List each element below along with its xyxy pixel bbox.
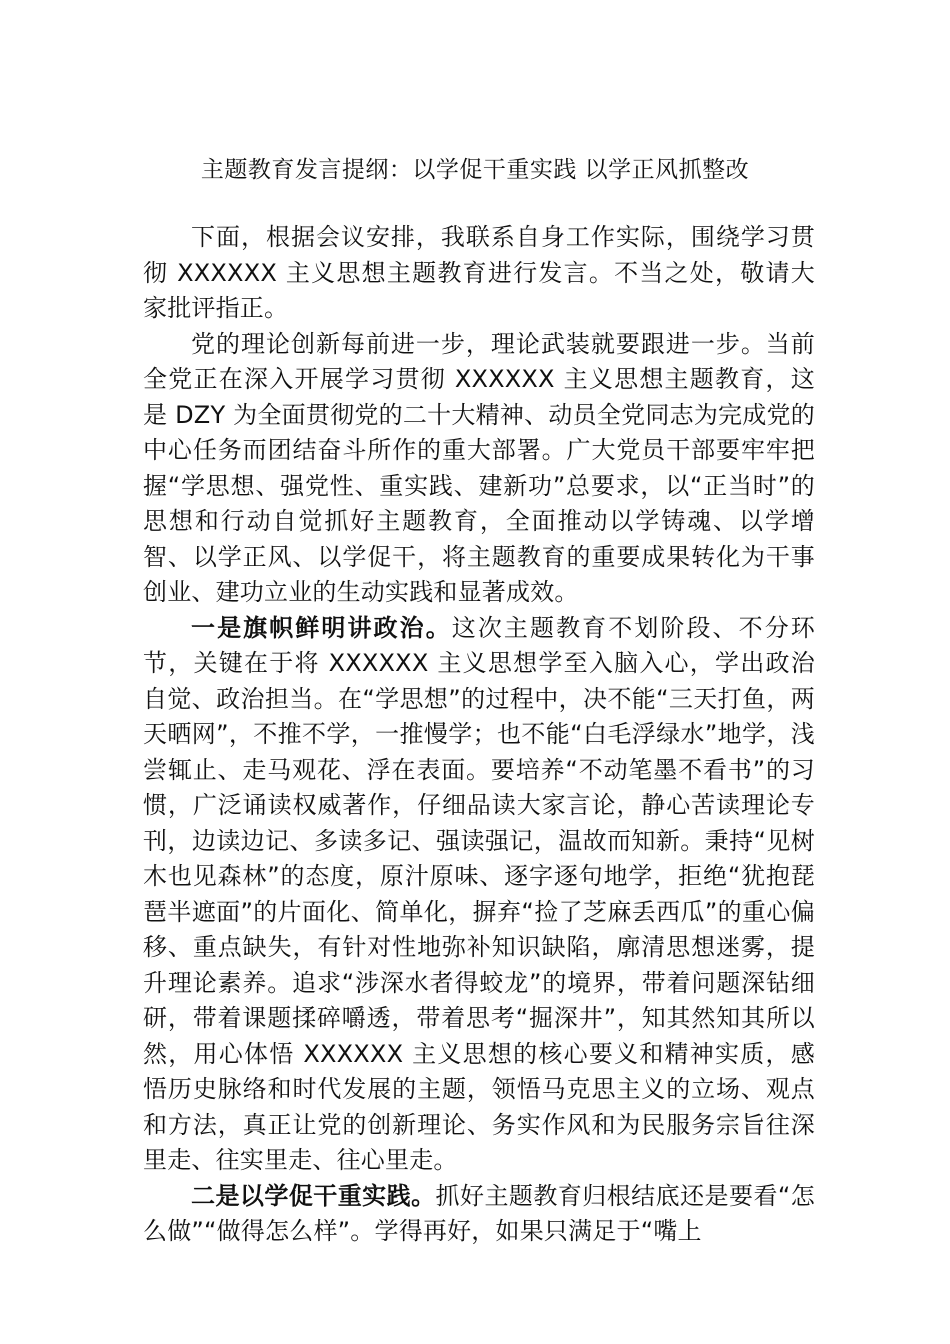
paragraph-background — [143, 327, 815, 611]
paragraph-point-one — [143, 611, 815, 1179]
paragraph-lead: 一是旗帜鲜明讲政治。 — [191, 613, 452, 642]
document-body — [143, 220, 815, 1250]
paragraph-text: 这次主题教育不划阶段、不分环节，关键在于将 XXXXXX 主义思想学至入脑入心，学出政治自觉、政治担当。在“学思想”的过程中，决不能“三天打鱼，两天晒网”，不推不学，一推慢学；也不能“白毛浮绿水”地学，浅尝辄止、走马观花、浮在表面。要培养“不动笔墨不看书”的习惯，广泛诵读权威著作，仔细品读大家言论，静心苦读理论专刊，边读边记、多读多记、强读强记，温故而知新。秉持“见树木也见森林”的态度，原汁原味、逐字逐句地学，拒绝“犹抱琵琶半遮面”的片面化、简单化，摒弃“捡了芝麻丢西瓜”的重心偏移、重点缺失，有针对性地弥补知识缺陷，廓清思想迷雾，提升理论素养。追求“涉深水者得蛟龙”的境界，带着问题深钻细研，带着课题揉碎嚼透，带着思考“掘深井”，知其然知其所以然，用心体悟 XXXXXX 主义思想的核心要义和精神实质，感悟历史脉络和时代发展的主题，领悟马克思主义的立场、观点和方法，真正让党的创新理论、务实作风和为民服务宗旨往深里走、往实里走、往心里走。 — [143, 613, 815, 1174]
paragraph-text: 抓好主题教育归根结底还是要看“怎么做”“做得怎么样”。学得再好，如果只满足于“嘴上 — [143, 1181, 815, 1245]
paragraph-text: 下面，根据会议安排，我联系自身工作实际，围绕学习贯彻 XXXXXX 主义思想主题教育进行发言。不当之处，敬请大家批评指正。 — [143, 223, 815, 322]
paragraph-lead: 二是以学促干重实践。 — [191, 1181, 436, 1210]
paragraph-point-two — [143, 1179, 815, 1250]
paragraph-intro — [143, 220, 815, 327]
document-title: 主题教育发言提纲：以学促干重实践 以学正风抓整改 — [200, 157, 750, 183]
paragraph-text: 党的理论创新每前进一步，理论武装就要跟进一步。当前全党正在深入开展学习贯彻 XXXXXX 主义思想主题教育，这是 DZY 为全面贯彻党的二十大精神、动员全党同志为完成党的中心任务而团结奋斗所作的重大部署。广大党员干部要牢牢把握“学思想、强党性、重实践、建新功”总要求，以“正当时”的思想和行动自觉抓好主题教育，全面推动以学铸魂、以学增智、以学正风、以学促干，将主题教育的重要成果转化为干事创业、建功立业的生动实践和显著成效。 — [143, 329, 815, 606]
